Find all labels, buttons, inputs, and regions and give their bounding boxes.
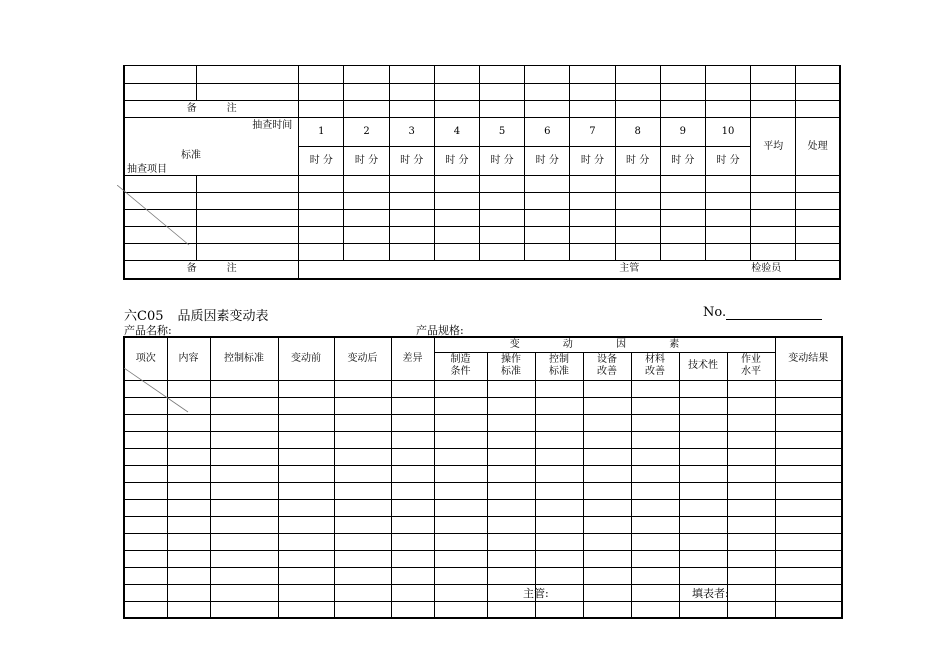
average-header: 平均 bbox=[751, 118, 796, 176]
table-row bbox=[124, 414, 842, 431]
column-number: 7 bbox=[570, 118, 615, 147]
control-standard-subheader: 控制 标准 bbox=[535, 352, 583, 380]
table-row bbox=[124, 244, 840, 261]
filler-footer-label: 填表者: bbox=[692, 587, 729, 600]
form-number: No. bbox=[703, 305, 822, 320]
check-time-label: 抽查时间 bbox=[252, 120, 293, 131]
table-row bbox=[124, 550, 842, 567]
table-row bbox=[124, 397, 842, 414]
time-unit: 时 分 bbox=[344, 147, 389, 176]
time-unit: 时 分 bbox=[660, 147, 705, 176]
diagonal-line bbox=[124, 368, 192, 414]
time-unit: 时 分 bbox=[705, 147, 750, 176]
time-unit: 时 分 bbox=[570, 147, 615, 176]
column-number-row bbox=[124, 118, 840, 147]
column-number: 1 bbox=[299, 118, 344, 147]
standard-label: 标准 bbox=[181, 150, 201, 161]
check-item-label: 抽查项目 bbox=[127, 164, 167, 175]
work-level-header: 作业 水平 bbox=[727, 352, 775, 380]
remark-row bbox=[124, 101, 840, 118]
inspection-table bbox=[123, 65, 841, 280]
table-row bbox=[124, 465, 842, 482]
before-change-header: 变动前 bbox=[278, 337, 334, 380]
table-row bbox=[124, 448, 842, 465]
column-number: 8 bbox=[615, 118, 660, 147]
control-standard-header: 控制标准 bbox=[210, 337, 278, 380]
content-header: 内容 bbox=[167, 337, 210, 380]
table-row bbox=[124, 210, 840, 227]
mfg-conditions-header: 制造 条件 bbox=[434, 352, 487, 380]
change-factors-header: 变 动 因 素 bbox=[434, 337, 775, 352]
supervisor-label: 主管 bbox=[619, 263, 640, 275]
table-row bbox=[124, 499, 842, 516]
column-number: 6 bbox=[525, 118, 570, 147]
signature-row bbox=[124, 261, 840, 279]
table-row bbox=[124, 601, 842, 618]
operation-standard-header: 操作 标准 bbox=[487, 352, 535, 380]
table-row bbox=[124, 193, 840, 210]
handling-header: 处理 bbox=[796, 118, 840, 176]
column-number: 4 bbox=[434, 118, 479, 147]
table-row bbox=[124, 482, 842, 499]
header-row bbox=[124, 337, 842, 352]
table-row bbox=[124, 66, 840, 84]
remark-label: 备 注 bbox=[124, 101, 299, 118]
table-row bbox=[124, 567, 842, 584]
inspector-label: 检验员 bbox=[751, 263, 782, 275]
time-unit: 时 分 bbox=[615, 147, 660, 176]
header-diagonal-cell bbox=[124, 118, 299, 176]
column-number: 3 bbox=[389, 118, 434, 147]
table-row bbox=[124, 516, 842, 533]
remark-label: 备 注 bbox=[124, 261, 299, 279]
diagonal-line bbox=[117, 185, 192, 247]
table-row bbox=[124, 584, 842, 601]
table-row bbox=[124, 533, 842, 550]
form-title: 六C05 品质因素变动表 bbox=[124, 309, 269, 324]
table-row bbox=[124, 84, 840, 101]
product-spec-field: 产品规格: bbox=[416, 322, 560, 338]
time-unit: 时 分 bbox=[434, 147, 479, 176]
column-number: 2 bbox=[344, 118, 389, 147]
table-row bbox=[124, 380, 842, 397]
material-improvement-header: 材料 改善 bbox=[631, 352, 679, 380]
table-row bbox=[124, 227, 840, 244]
supervisor-footer-label: 主管: bbox=[523, 587, 549, 600]
table-row bbox=[124, 431, 842, 448]
column-number: 9 bbox=[660, 118, 705, 147]
after-change-header: 变动后 bbox=[334, 337, 391, 380]
product-name-field: 产品名称: bbox=[124, 322, 268, 338]
difference-header: 差异 bbox=[391, 337, 434, 380]
quality-factor-table bbox=[123, 336, 843, 619]
column-number: 10 bbox=[705, 118, 750, 147]
column-number: 5 bbox=[479, 118, 524, 147]
time-unit: 时 分 bbox=[479, 147, 524, 176]
equipment-improvement-header: 设备 改善 bbox=[583, 352, 631, 380]
change-result-header: 变动结果 bbox=[775, 337, 842, 380]
time-unit: 时 分 bbox=[299, 147, 344, 176]
time-unit: 时 分 bbox=[389, 147, 434, 176]
seq-header: 项次 bbox=[124, 337, 167, 380]
table-row bbox=[124, 176, 840, 193]
technical-header: 技术性 bbox=[679, 352, 727, 380]
signature-cell bbox=[299, 261, 840, 279]
time-unit: 时 分 bbox=[525, 147, 570, 176]
